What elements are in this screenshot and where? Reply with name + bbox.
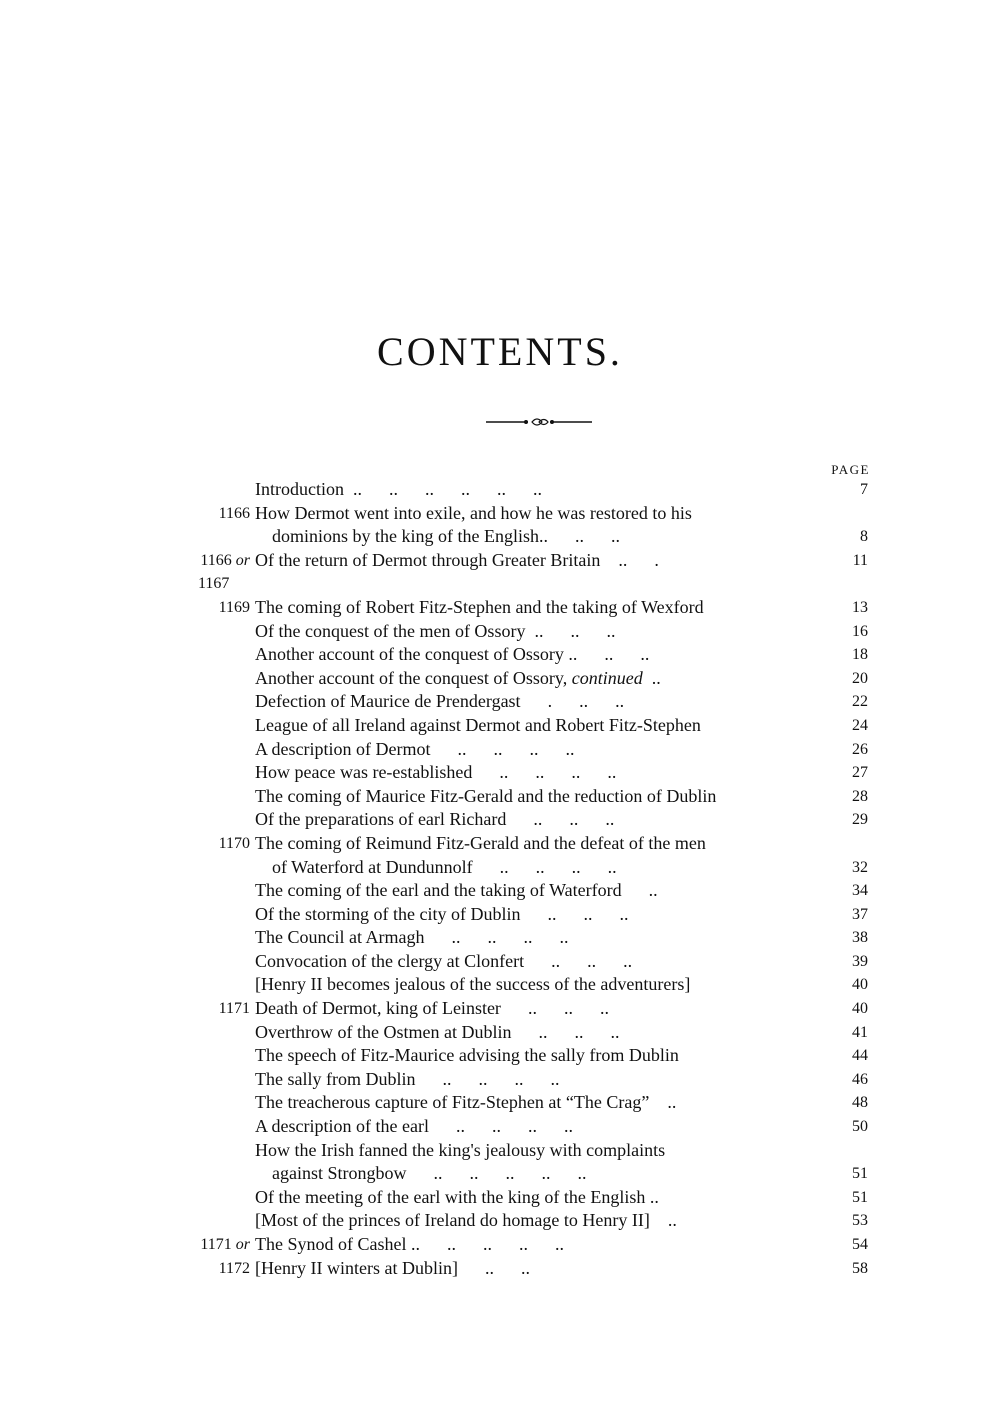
toc-entry-line xyxy=(0,620,1000,644)
toc-entry-page: 20 xyxy=(852,669,868,687)
leader-dots: .. .. xyxy=(457,1257,530,1278)
toc-entry-title: [Henry II becomes jealous of the success of the adventurers] xyxy=(255,974,691,995)
leader-dots: .. .. .. .. xyxy=(428,1116,573,1137)
toc-entry-line xyxy=(0,1139,1000,1163)
toc-entry-title: Overthrow of the Ostmen at Dublin .. .. .. xyxy=(255,1021,620,1042)
leader-dots: .. .. .. .. .. .. xyxy=(343,479,542,499)
ornament-divider-icon xyxy=(486,414,592,430)
toc-entry-title: of Waterford at Dundunnolf .. .. .. .. xyxy=(272,856,617,877)
leader-dots: .. . xyxy=(600,549,659,570)
leader-dots: .. .. .. .. xyxy=(472,856,617,877)
toc-entry-page: 40 xyxy=(852,976,868,994)
toc-entry-line xyxy=(0,761,1000,785)
toc-entry-title: The sally from Dublin .. .. .. .. xyxy=(255,1068,560,1089)
toc-entry-line xyxy=(0,572,1000,596)
leader-dots: .. .. .. xyxy=(520,903,629,924)
toc-entry-title: Of the conquest of the men of Ossory .. .. .. xyxy=(255,620,616,641)
toc-entry-year: 1166 xyxy=(218,504,250,522)
leader-dots: .. xyxy=(649,1210,677,1231)
leader-dots: .. .. .. xyxy=(524,950,633,971)
leader-dots: .. .. .. .. xyxy=(424,927,569,948)
toc-entry-page: 37 xyxy=(852,905,868,923)
toc-entry-title: against Strongbow .. .. .. .. .. xyxy=(272,1163,587,1184)
toc-entry-page: 7 xyxy=(860,481,868,498)
toc-entry-page: 34 xyxy=(852,882,868,900)
toc-entry-page: 48 xyxy=(852,1094,868,1112)
toc-entry-line xyxy=(0,926,1000,950)
toc-entry-line xyxy=(0,714,1000,738)
leader-dots: .. .. .. .. .. xyxy=(406,1163,587,1184)
toc-entry-page: 41 xyxy=(852,1023,868,1041)
leader-dots: . .. .. xyxy=(520,691,625,712)
toc-entry-title: The Council at Armagh .. .. .. .. xyxy=(255,927,569,948)
leader-dots: .. .. .. .. xyxy=(430,738,575,759)
toc-entry-page: 24 xyxy=(852,716,868,734)
toc-entry-title: A description of the earl .. .. .. .. xyxy=(255,1116,573,1137)
toc-entry-line xyxy=(0,950,1000,974)
toc-entry-title: Of the return of Dermot through Greater Britain .. . xyxy=(255,549,659,570)
toc-entry-line xyxy=(0,903,1000,927)
leader-dots: .. xyxy=(649,1092,677,1113)
toc-entry-page: 39 xyxy=(852,952,868,970)
toc-entry-title: The treacherous capture of Fitz-Stephen at “The Crag” .. xyxy=(255,1092,677,1113)
leader-dots: .. .. .. .. xyxy=(415,1068,560,1089)
toc-entry-year: 1166 or xyxy=(200,551,250,569)
toc-entry-title: Defection of Maurice de Prendergast . .. .. xyxy=(255,691,625,712)
toc-entry-line xyxy=(0,832,1000,856)
toc-entry-line xyxy=(0,525,1000,549)
toc-entry-title: The Synod of Cashel .. .. .. .. .. xyxy=(255,1234,564,1254)
toc-entry-title: Introduction .. .. .. .. .. .. xyxy=(255,479,542,499)
leader-dots: .. .. .. .. xyxy=(419,1234,564,1254)
toc-entry-year: 1172 xyxy=(218,1259,250,1277)
toc-entry-page: 58 xyxy=(852,1259,868,1277)
toc-entry-line xyxy=(0,997,1000,1021)
toc-entry-line xyxy=(0,549,1000,573)
toc-entry-page: 44 xyxy=(852,1047,868,1065)
toc-entry-title: Another account of the conquest of Ossory, continued .. xyxy=(255,667,661,688)
toc-entry-page: 40 xyxy=(852,1000,868,1018)
toc-entry-title: [Most of the princes of Ireland do homage to Henry II] .. xyxy=(255,1210,677,1231)
toc-entry-year: 1169 xyxy=(218,598,250,616)
leader-dots: .. .. xyxy=(548,526,620,547)
toc-entry-year: 1171 xyxy=(218,1000,250,1018)
toc-entry-page: 22 xyxy=(852,693,868,711)
toc-entry-title: How the Irish fanned the king's jealousy with complaints xyxy=(255,1139,666,1160)
toc-entry-line xyxy=(0,1233,1000,1257)
toc-entry-page: 18 xyxy=(852,646,868,664)
page-title: CONTENTS. xyxy=(377,329,623,374)
toc-entry-line xyxy=(0,478,1000,502)
page-column-header: PAGE xyxy=(831,462,870,477)
toc-entry-line xyxy=(0,1257,1000,1281)
toc-entry-year: 1171 or xyxy=(200,1236,250,1253)
toc-entry-line xyxy=(0,502,1000,526)
toc-entry-page: 28 xyxy=(852,787,868,805)
toc-entry-page: 8 xyxy=(860,528,868,546)
toc-entry-line xyxy=(0,1115,1000,1139)
toc-entry-title: [Henry II winters at Dublin] .. .. xyxy=(255,1257,530,1278)
toc-entry-title: Another account of the conquest of Ossory .. .. .. xyxy=(255,644,650,665)
toc-entry-year: 1170 xyxy=(218,834,250,852)
toc-entry-line xyxy=(0,808,1000,832)
leader-dots: .. xyxy=(621,880,658,901)
toc-entry-title: The coming of Reimund Fitz-Gerald and the defeat of the men xyxy=(255,832,706,853)
toc-entry-page: 32 xyxy=(852,858,868,876)
toc-entry-page: 54 xyxy=(852,1236,868,1253)
toc-entry-title: dominions by the king of the English.. .. .. xyxy=(272,526,620,547)
table-of-contents xyxy=(0,478,1000,1280)
toc-entry-title: The speech of Fitz-Maurice advising the sally from Dublin xyxy=(255,1045,679,1066)
toc-entry-title: Of the preparations of earl Richard .. .. .. xyxy=(255,809,615,830)
toc-entry-title: A description of Dermot .. .. .. .. xyxy=(255,738,575,759)
toc-entry-page: 16 xyxy=(852,622,868,640)
toc-entry-line xyxy=(0,1186,1000,1210)
toc-entry-title: Of the meeting of the earl with the king of the English .. xyxy=(255,1186,659,1207)
toc-entry-line xyxy=(0,1044,1000,1068)
toc-entry-page: 13 xyxy=(852,598,868,616)
toc-entry-line xyxy=(0,690,1000,714)
toc-entry-line xyxy=(0,856,1000,880)
toc-entry-page: 46 xyxy=(852,1070,868,1088)
toc-entry-page: 53 xyxy=(852,1212,868,1230)
toc-entry-line xyxy=(0,1091,1000,1115)
toc-entry-title: The coming of the earl and the taking of Waterford .. xyxy=(255,880,658,901)
toc-entry-title: Of the storming of the city of Dublin .. .. .. xyxy=(255,903,629,924)
toc-entry-title: How Dermot went into exile, and how he was restored to his xyxy=(255,502,692,523)
toc-entry-page: 26 xyxy=(852,740,868,758)
toc-entry-line xyxy=(0,1068,1000,1092)
leader-dots: .. .. .. xyxy=(525,620,616,641)
toc-entry-page: 51 xyxy=(852,1188,868,1206)
toc-entry-line xyxy=(0,667,1000,691)
toc-entry-line xyxy=(0,879,1000,903)
leader-dots: .. xyxy=(642,667,661,688)
leader-dots: .. .. .. xyxy=(500,998,609,1019)
toc-entry-line xyxy=(0,785,1000,809)
toc-entry-page: 38 xyxy=(852,929,868,947)
toc-entry-title: Death of Dermot, king of Leinster .. .. .. xyxy=(255,998,609,1019)
leader-dots: .. .. .. xyxy=(511,1021,620,1042)
toc-entry-title: Convocation of the clergy at Clonfert .. .. .. xyxy=(255,950,633,971)
toc-entry-line xyxy=(0,1021,1000,1045)
toc-entry-line xyxy=(0,1209,1000,1233)
leader-dots: .. .. .. xyxy=(506,809,615,830)
toc-entry-title: How peace was re-established .. .. .. .. xyxy=(255,762,617,783)
leader-dots: .. .. xyxy=(577,644,650,665)
toc-entry-line xyxy=(0,973,1000,997)
toc-entry-line xyxy=(0,1162,1000,1186)
toc-entry-title: League of all Ireland against Dermot and Robert Fitz-Stephen xyxy=(255,714,701,735)
toc-entry-page: 29 xyxy=(852,811,868,829)
toc-entry-page: 27 xyxy=(852,764,868,782)
toc-entry-title: The coming of Maurice Fitz-Gerald and the reduction of Dublin xyxy=(255,785,717,806)
toc-entry-page: 11 xyxy=(852,551,868,569)
toc-entry-page: 50 xyxy=(852,1118,868,1136)
toc-entry-line xyxy=(0,596,1000,620)
toc-entry-year: 1167 xyxy=(198,575,230,593)
toc-entry-page: 51 xyxy=(852,1165,868,1183)
toc-entry-title: The coming of Robert Fitz-Stephen and the taking of Wexford xyxy=(255,596,704,617)
toc-entry-line xyxy=(0,738,1000,762)
leader-dots: .. .. .. .. xyxy=(472,762,617,783)
toc-entry-line xyxy=(0,643,1000,667)
